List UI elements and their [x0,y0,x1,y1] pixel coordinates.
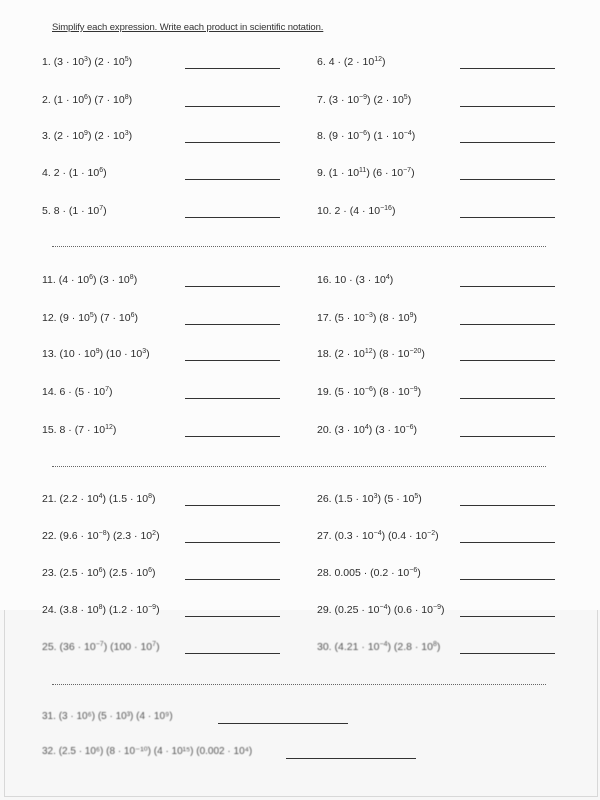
problem-5: 5. $8 \cdot (1 \cdot 10^7)$ [42,205,107,217]
problem-24: 24. $(3.8 \cdot 10^8)$ $(1.2 \cdot 10^{-9})$ [42,604,160,616]
problem-11: 11. $(4 \cdot 10^6)$ $(3 \cdot 10^8)$ [42,274,138,286]
answer-blank-20[interactable] [460,436,555,437]
answer-blank-8[interactable] [460,142,555,143]
problem-22: 22. $(9.6 \cdot 10^{-8})$ $(2.3 \cdot 10^2)$ [42,530,160,542]
problem-23: 23. $(2.5 \cdot 10^6)$ $(2.5 \cdot 10^6)$ [42,567,156,579]
answer-blank-3[interactable] [185,142,280,143]
section-divider-2 [52,466,546,467]
problem-2: 2. $(1 \cdot 10^6)$ $(7 \cdot 10^8)$ [42,94,133,106]
answer-blank-9[interactable] [460,179,555,180]
problem-14: 14. $6 \cdot (5 \cdot 10^7)$ [42,386,113,398]
answer-blank-32[interactable] [286,758,416,759]
problem-27: 27. $(0.3 \cdot 10^{-4})$ $(0.4 \cdot 10^{-2})$ [317,530,439,542]
answer-blank-7[interactable] [460,106,555,107]
page-edge [4,610,598,797]
answer-blank-28[interactable] [460,579,555,580]
answer-blank-16[interactable] [460,286,555,287]
problem-15: 15. $8 \cdot (7 \cdot 10^{12})$ [42,424,117,436]
problem-13: 13. $(10 \cdot 10^9)$ $(10 \cdot 10^3)$ [42,348,150,360]
problem-7: 7. $(3 \cdot 10^{-9})$ $(2 \cdot 10^5)$ [317,94,412,106]
problem-1: 1. $(3 \cdot 10^3)$ $(2 \cdot 10^5)$ [42,56,133,68]
answer-blank-15[interactable] [185,436,280,437]
problem-4: 4. $2 \cdot (1 \cdot 10^6)$ [42,167,107,179]
problem-21: 21. $(2.2 \cdot 10^4)$ $(1.5 \cdot 10^8)$ [42,493,156,505]
answer-blank-18[interactable] [460,360,555,361]
answer-blank-21[interactable] [185,505,280,506]
answer-blank-1[interactable] [185,68,280,69]
problem-17: 17. $(5 \cdot 10^{-3})$ $(8 \cdot 10^9)$ [317,312,418,324]
problem-10: 10. $2 \cdot (4 \cdot 10^{-16})$ [317,205,396,217]
answer-blank-24[interactable] [185,616,280,617]
problem-32: 32. (2.5 · 10⁶) (8 · 10⁻¹⁰) (4 · 10¹⁵) (0.002 · 10⁴) [42,746,253,757]
section-divider-3 [52,684,546,685]
section-divider-1 [52,246,546,247]
answer-blank-6[interactable] [460,68,555,69]
problem-30: 30. $(4.21 \cdot 10^{-4})$ $(2.8 \cdot 10^8)$ [317,641,441,653]
answer-blank-2[interactable] [185,106,280,107]
problem-25: 25. $(36 \cdot 10^{-7})$ $(100 \cdot 10^7)$ [42,641,160,653]
answer-blank-27[interactable] [460,542,555,543]
problem-18: 18. $(2 \cdot 10^{12})$ $(8 \cdot 10^{-20})$ [317,348,425,360]
problem-9: 9. $(1 \cdot 10^{11})$ $(6 \cdot 10^{-7})$ [317,167,415,179]
answer-blank-13[interactable] [185,360,280,361]
answer-blank-23[interactable] [185,579,280,580]
problem-26: 26. $(1.5 \cdot 10^3)$ $(5 \cdot 10^5)$ [317,493,422,505]
problem-31: 31. (3 · 10⁶) (5 · 10³) (4 · 10⁹) [42,711,173,722]
answer-blank-5[interactable] [185,217,280,218]
problem-19: 19. $(5 \cdot 10^{-6})$ $(8 \cdot 10^{-9})$ [317,386,422,398]
answer-blank-14[interactable] [185,398,280,399]
problem-12: 12. $(9 \cdot 10^5)$ $(7 \cdot 10^6)$ [42,312,138,324]
answer-blank-26[interactable] [460,505,555,506]
answer-blank-10[interactable] [460,217,555,218]
problem-16: 16. $10 \cdot (3 \cdot 10^4)$ [317,274,394,286]
answer-blank-31[interactable] [218,723,348,724]
answer-blank-22[interactable] [185,542,280,543]
answer-blank-30[interactable] [460,653,555,654]
answer-blank-19[interactable] [460,398,555,399]
answer-blank-12[interactable] [185,324,280,325]
answer-blank-25[interactable] [185,653,280,654]
answer-blank-17[interactable] [460,324,555,325]
problem-28: 28. $0.005 \cdot (0.2 \cdot 10^{-6})$ [317,567,421,579]
problem-6: 6. $4 \cdot (2 \cdot 10^{12})$ [317,56,386,68]
problem-3: 3. $(2 \cdot 10^9)$ $(2 \cdot 10^3)$ [42,130,133,142]
problem-20: 20. $(3 \cdot 10^4)$ $(3 \cdot 10^{-6})$ [317,424,418,436]
answer-blank-29[interactable] [460,616,555,617]
instructions: Simplify each expression. Write each product in scientific notation. [52,22,324,33]
problem-29: 29. $(0.25 \cdot 10^{-4})$ $(0.6 \cdot 10^{-9})$ [317,604,445,616]
problem-8: 8. $(9 \cdot 10^{-6})$ $(1 \cdot 10^{-4})$ [317,130,416,142]
answer-blank-4[interactable] [185,179,280,180]
answer-blank-11[interactable] [185,286,280,287]
